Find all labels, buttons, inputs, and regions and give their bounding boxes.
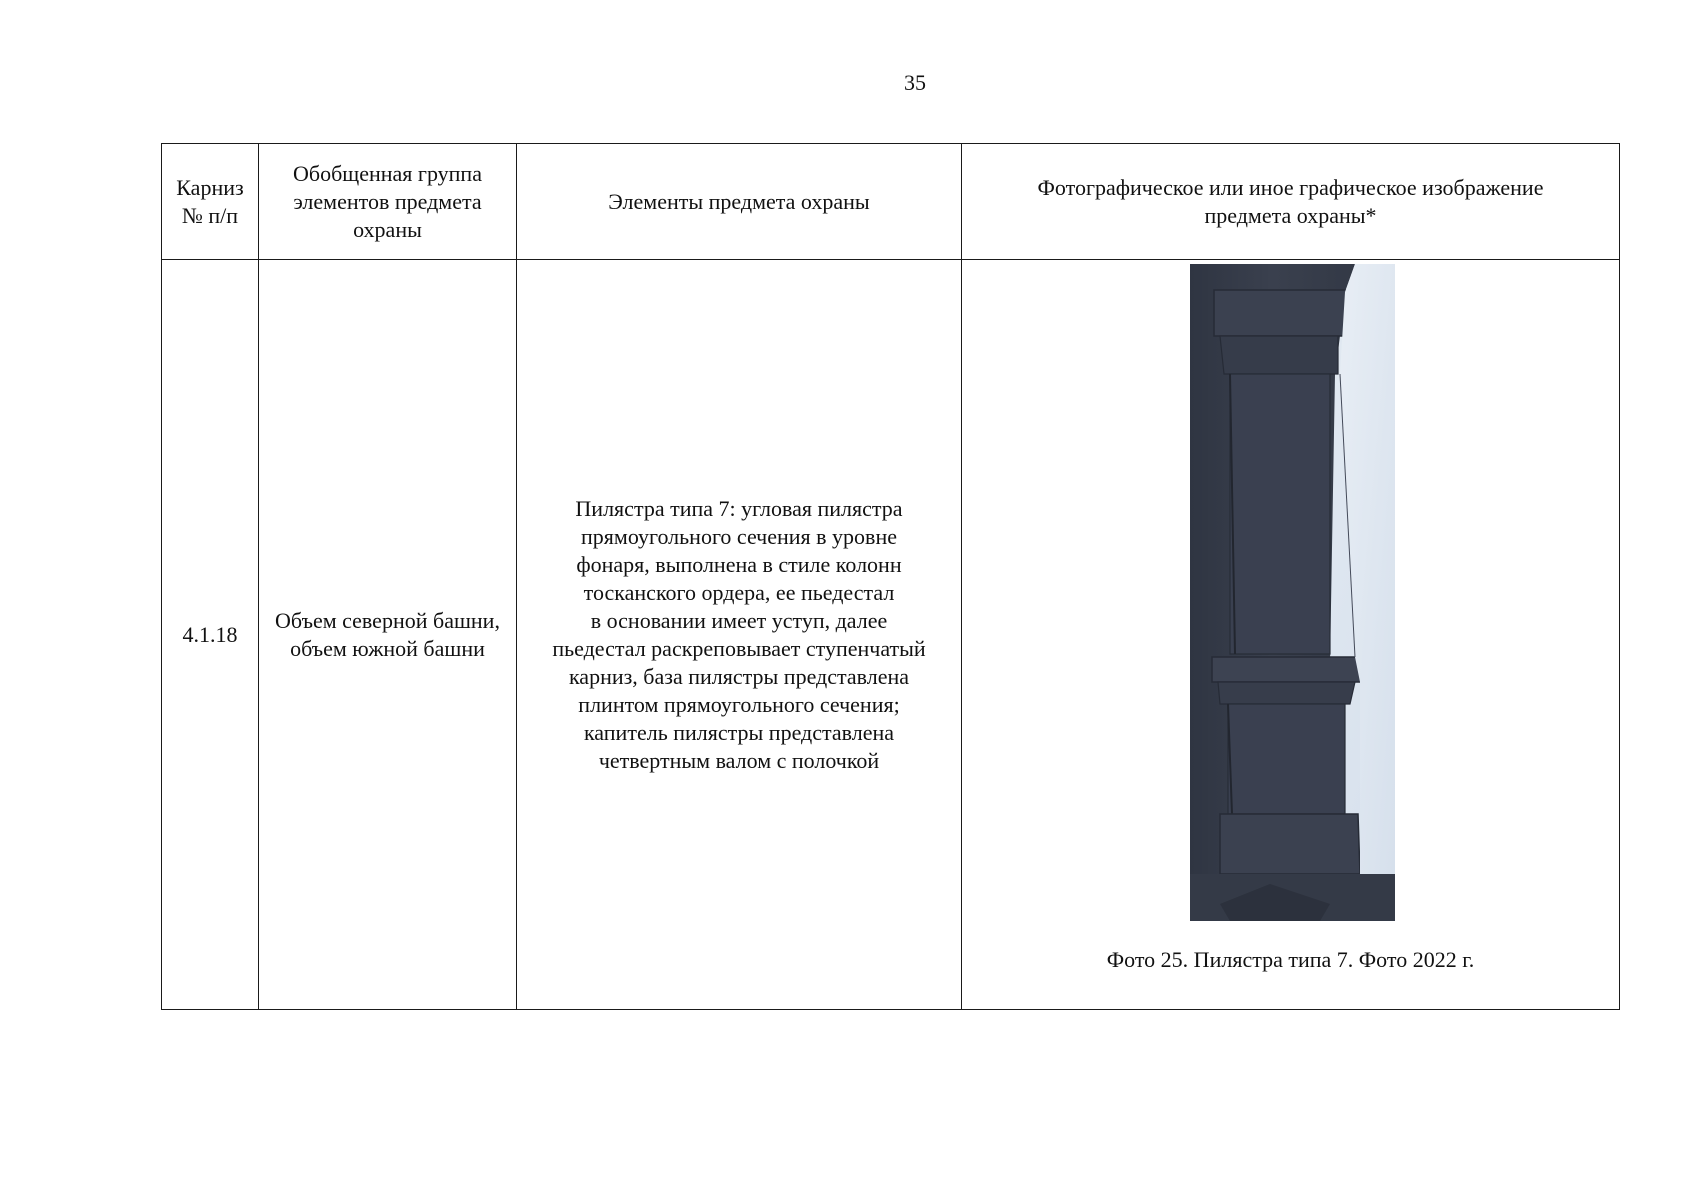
cell-photo — [962, 260, 1620, 1010]
cell-group: Объем северной башни, объем южной башни — [259, 260, 517, 1010]
page-number: 35 — [904, 70, 926, 95]
table-header-row — [162, 144, 1620, 260]
cell-elements — [517, 260, 962, 1010]
cell-num: 4.1.18 — [162, 260, 259, 1010]
header-num: Карниз № п/п — [162, 144, 259, 260]
protection-elements-table — [161, 143, 1620, 1010]
header-photo: Фотографическое или иное графическое изображение предмета охраны* — [962, 144, 1620, 260]
pilaster-photo — [1190, 264, 1395, 921]
elements-description: Пилястра типа 7: угловая пилястра прямоугольного сечения в уровне фонаря, выполнена в стиле колонн тосканского ордера, ее пьедестал в основании имеет уступ, далее пьедестал раскреповывает ступенчатый карниз, база пилястры представлена плинтом прямоугольного сечения; капитель пилястры представлена четвертным валом с полочкой — [552, 495, 926, 773]
pilaster-photo-image — [1190, 264, 1395, 921]
table-row — [162, 260, 1620, 1010]
header-group: Обобщенная группа элементов предмета охраны — [259, 144, 517, 260]
header-elements: Элементы предмета охраны — [517, 144, 962, 260]
photo-caption: Фото 25. Пилястра типа 7. Фото 2022 г. — [1106, 947, 1475, 972]
